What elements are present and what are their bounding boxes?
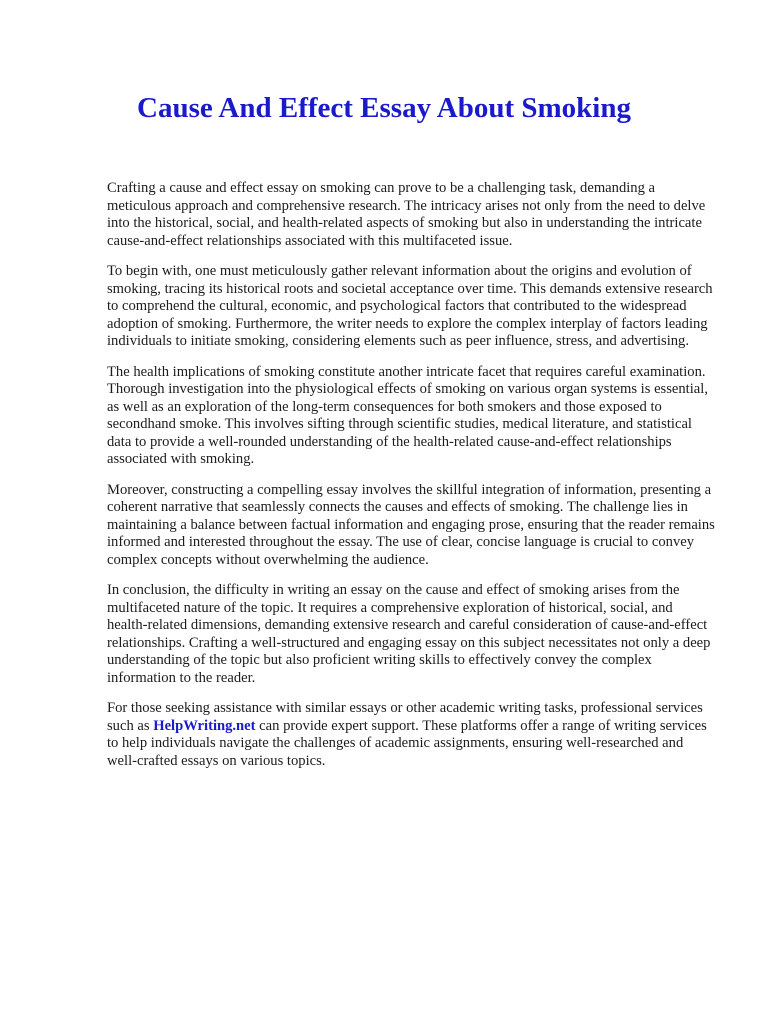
assistance-text-after: can provide expert support. These platforms offer a range of writing services to help individuals navigate the challenges of academic assignments, ensuring well-researched and well-crafted essays on various topics. xyxy=(107,717,707,769)
paragraph-origins: To begin with, one must meticulously gather relevant information about the origins and evolution of smoking, tracing its historical roots and societal acceptance over time. This demands extensive research to comprehend the cultural, economic, and psychological factors that contributed to the widespread adoption of smoking. Furthermore, the writer needs to explore the complex interplay of factors leading individuals to initiate smoking, considering elements such as peer influence, stress, and advertising. xyxy=(107,263,713,349)
paragraph-health: The health implications of smoking constitute another intricate facet that requires careful examination. Thorough investigation into the physiological effects of smoking on various organ systems is essential, as well as an exploration of the long-term consequences for both smokers and those exposed to secondhand smoke. This involves sifting through scientific studies, medical literature, and statistical data to provide a well-rounded understanding of the health-related cause-and-effect relationships associated with smoking. xyxy=(107,363,708,467)
helpwriting-link[interactable]: HelpWriting.net xyxy=(153,717,256,734)
assistance-text-before: For those seeking assistance with similar essays or other academic writing tasks, professional services such as xyxy=(107,700,703,734)
paragraph-intro: Crafting a cause and effect essay on smoking can prove to be a challenging task, demanding a meticulous approach and comprehensive research. The intricacy arises not only from the need to delve into the historical, social, and health-related aspects of smoking but also in understanding the intricate cause-and-effect relationships associated with this multifaceted issue. xyxy=(107,180,706,249)
paragraph-composition: Moreover, constructing a compelling essay involves the skillful integration of information, presenting a coherent narrative that seamlessly connects the causes and effects of smoking. The challenge lies in maintaining a balance between factual information and engaging prose, ensuring that the reader remains informed and interested throughout the essay. The use of clear, concise language is crucial to convey complex concepts without overwhelming the audience. xyxy=(107,481,715,568)
paragraph-conclusion: In conclusion, the difficulty in writing an essay on the cause and effect of smoking arises from the multifaceted nature of the topic. It requires a comprehensive exploration of historical, social, and health-related dimensions, demanding extensive research and careful consideration of cause-and-effect relationships. Crafting a well-structured and engaging essay on this subject necessitates not only a deep understanding of the topic but also proficient writing skills to effectively convey the complex information to the reader. xyxy=(107,582,711,686)
document-title: Cause And Effect Essay About Smoking xyxy=(137,92,631,124)
essay-body xyxy=(107,180,715,783)
paragraph-assistance xyxy=(107,700,715,770)
